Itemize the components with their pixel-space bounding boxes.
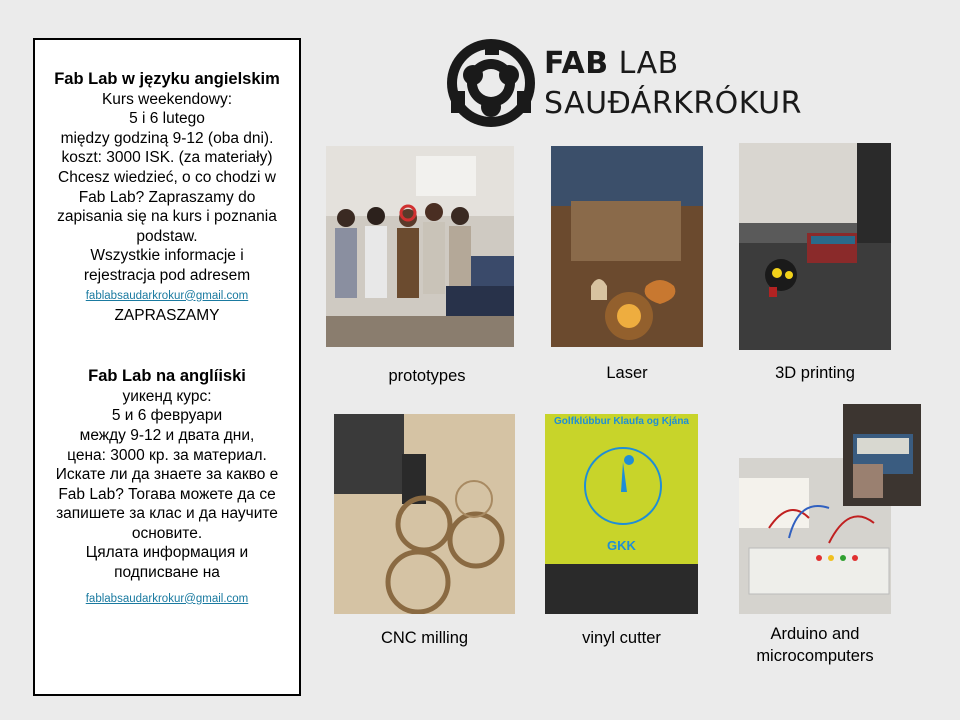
polish-line: rejestracja pod adresem xyxy=(83,266,251,284)
prototypes-photo xyxy=(326,146,514,347)
polish-line: Chcesz wiedzieć, o co chodzi w xyxy=(58,168,276,186)
caption-arduino-line2: microcomputers xyxy=(756,647,874,665)
polish-email-link[interactable]: fablabsaudarkrokur@gmail.com xyxy=(85,289,249,302)
polish-closing: ZAPRASZAMY xyxy=(114,306,220,324)
brand-fab: FAB xyxy=(544,46,609,81)
brand-location: SAUÐÁRKRÓKUR xyxy=(544,86,802,121)
polish-line: Fab Lab? Zapraszamy do xyxy=(78,188,256,206)
cnc-photo xyxy=(334,414,515,614)
bulgarian-line: 5 и 6 февруари xyxy=(111,407,223,425)
polish-line: podstaw. xyxy=(136,227,198,245)
brand-title xyxy=(544,44,802,124)
caption-vinyl: vinyl cutter xyxy=(582,629,661,647)
caption-arduino-line1: Arduino and xyxy=(770,625,860,643)
fablab-logo-icon xyxy=(443,35,539,136)
info-panel xyxy=(33,38,301,696)
brand-lab: LAB xyxy=(608,46,679,81)
bulgarian-title: Fab Lab na anglíiski xyxy=(88,367,246,386)
bulgarian-email-link[interactable]: fablabsaudarkrokur@gmail.com xyxy=(85,592,249,605)
caption-arduino xyxy=(730,623,900,667)
polish-line: 5 i 6 lutego xyxy=(129,110,205,128)
polish-line: zapisania się na kurs i poznania xyxy=(57,208,277,226)
vinyl-photo xyxy=(545,414,698,614)
bulgarian-line: основите. xyxy=(131,524,203,542)
vest-text: Golfklúbbur Klaufa og Kjána xyxy=(553,416,689,427)
bulgarian-line: уикенд курс: xyxy=(122,387,212,405)
bulgarian-line: Цялата информация и xyxy=(85,544,249,562)
bulgarian-line: между 9-12 и двата дни, xyxy=(79,426,255,444)
3d-printing-photo xyxy=(739,143,891,350)
laser-photo xyxy=(551,146,703,347)
bulgarian-line: подписване на xyxy=(114,564,220,582)
bulgarian-line: запишете за клас и да научите xyxy=(56,505,278,523)
caption-3d-printing: 3D printing xyxy=(775,364,855,382)
polish-title: Fab Lab w języku angielskim xyxy=(54,70,280,88)
polish-line: Kurs weekendowy: xyxy=(101,90,233,108)
bulgarian-line: Искате ли да знаете за какво е xyxy=(55,466,279,484)
polish-line: koszt: 3000 ISK. (za materiały) xyxy=(61,149,273,167)
microcomputer-photo xyxy=(843,404,921,506)
bulgarian-line: Fab Lab? Тогава можете да се xyxy=(58,485,276,503)
vest-logo: GKK xyxy=(607,538,636,553)
polish-line: między godziną 9-12 (oba dni). xyxy=(60,129,274,147)
polish-line: Wszystkie informacje i xyxy=(90,247,244,265)
caption-prototypes: prototypes xyxy=(388,367,466,385)
bulgarian-line: цена: 3000 кр. за материал. xyxy=(67,446,267,464)
caption-laser: Laser xyxy=(606,364,648,382)
caption-cnc: CNC milling xyxy=(380,629,469,647)
